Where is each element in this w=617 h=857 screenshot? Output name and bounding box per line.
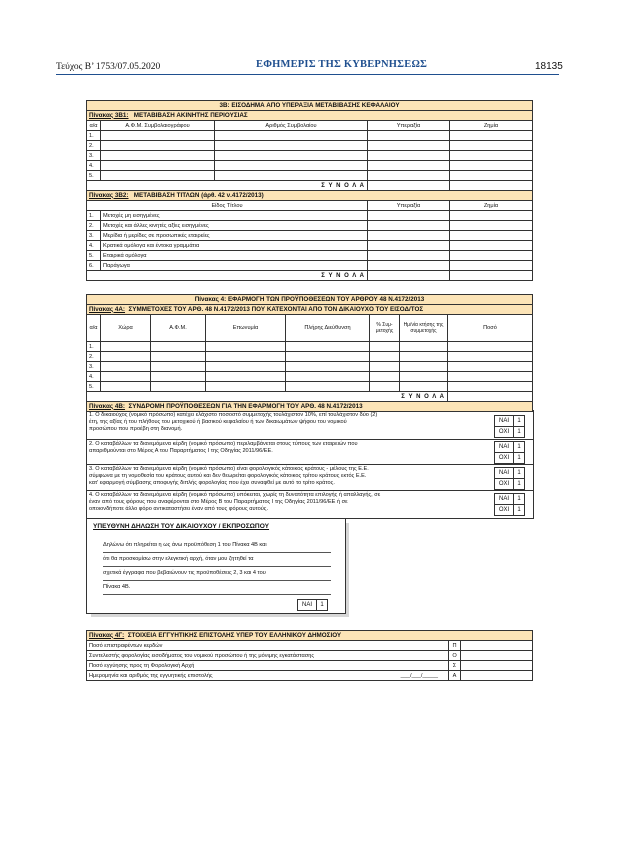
table-row	[87, 171, 533, 181]
title-type: Μετοχές μη εισηγμένες	[101, 211, 368, 221]
title-type: Κρατικά ομόλογα και έντοκα γραμμάτια	[101, 241, 368, 251]
divider	[87, 439, 533, 440]
no-checkbox[interactable]: 1	[513, 504, 525, 516]
table-4b-title: Πίνακας 4Β: ΣΥΝΔΡΟΜΗ ΠΡΟΫΠΟΘΕΣΕΩΝ ΓΙΑ ΤΗΝ ΕΦΑΡΜΟΓΗ ΤΟΥ ΑΡΘ. 48 Ν.4172/2013	[87, 402, 533, 412]
table-row: Ποσό επιστραφέντων κερδών Π	[87, 641, 533, 651]
yes-checkbox[interactable]: 1	[513, 467, 525, 479]
row-number: 3.	[87, 151, 101, 161]
condition-2: 2. Ο καταβάλλων τα διανεμόμενα κέρδη (νομικό πρόσωπο) περιλαμβάνεται στους τύπους των εταιρειών που απαριθμούνται στο Μέρος Α του Παραρτήματος Ι της Οδηγίας 2011/96/ΕΕ.	[89, 441, 358, 454]
no-checkbox[interactable]: 1	[513, 452, 525, 464]
col-header: Επωνυμία	[206, 315, 286, 342]
table-row: Ημερομηνία και αριθμός της εγγυητικής επιστολής ___/___/_____ Α	[87, 671, 533, 681]
table-4g	[86, 630, 533, 681]
table-row: 2. Μετοχές και άλλες κινητές αξίες εισηγμένες	[87, 221, 533, 231]
divider	[87, 490, 533, 491]
condition-4: 4. Ο καταβάλλων τα διανεμόμενα κέρδη (νομικό πρόσωπο) υπόκειται, χωρίς τη δυνατότητα επιλογής ή απαλλαγής, σε έναν από τους φόρους που αναφέρονται στο Μέρος Β του Παραρτήματος Ι της Οδηγίας 2011/96/ΕΕ ή σε οποιονδήποτε άλλο φόρο αντικαταστήσει έναν από τους φόρους αυτούς.	[89, 492, 381, 512]
col-header: Α.Φ.Μ. Συμβολαιογράφου	[101, 121, 215, 131]
row-label: Συντελεστής φορολογίας εισοδήματος του νομικού προσώπου ή της μόνιμης εγκατάστασης	[87, 651, 449, 661]
totals-label: Σ Υ Ν Ο Λ Α	[87, 271, 368, 281]
table-row	[87, 151, 533, 161]
table-row	[87, 131, 533, 141]
table-4b-body	[86, 410, 534, 519]
yes-label: ΝΑΙ	[494, 441, 514, 453]
table-row: Ποσό εγγύησης προς τη Φορολογική Αρχή Σ	[87, 661, 533, 671]
condition-1: 1. Ο δικαιούχος (νομικό πρόσωπο) κατέχει ελάχιστο ποσοστό συμμετοχής τουλάχιστον 10%, επί τουλάχιστον δύο (2) έτη, της αξίας ή του πλήθους του μετοχικού ή βασικού κεφαλαίου ή των δικαιωμάτων ψήφου του νομικού προσώπου που προέβη στη διανομή.	[89, 412, 378, 432]
date-field[interactable]: ___/___/_____	[400, 672, 438, 679]
section-4-title: Πίνακας 4: ΕΦΑΡΜΟΓΗ ΤΩΝ ΠΡΟΫΠΟΘΕΣΕΩΝ ΤΟΥ ΑΡΘΡΟΥ 48 Ν.4172/2013	[87, 295, 533, 305]
declaration-title: ΥΠΕΥΘΥΝΗ ΔΗΛΩΣΗ ΤΟΥ ΔΙΚΑΙΟΥΧΟΥ / ΕΚΠΡΟΣΩΠΟΥ	[93, 523, 270, 530]
declaration-box	[86, 518, 346, 614]
yes-label: ΝΑΙ	[494, 493, 514, 505]
gazette-title: ΕΦΗΜΕΡΙΣ ΤΗΣ ΚΥΒΕΡΝΗΣΕΩΣ	[256, 59, 428, 70]
col-header: Ζημία	[450, 201, 533, 211]
table-row: 6. Παράγωγα	[87, 261, 533, 271]
title-type: Μερίδια ή μερίδες σε προσωπικές εταιρείες	[101, 231, 368, 241]
row-label: Ημερομηνία και αριθμός της εγγυητικής επιστολής ___/___/_____	[87, 671, 449, 681]
col-header: Χώρα	[101, 315, 151, 342]
title-type: Εταιρικά ομόλογα	[101, 251, 368, 261]
table-4a	[86, 294, 533, 412]
table-row: 3.	[87, 362, 533, 372]
yes-checkbox[interactable]: 1	[513, 493, 525, 505]
condition-3: 3. Ο καταβάλλων τα διανεμόμενα κέρδη (νομικό πρόσωπο) είναι φορολογικός κάτοικος κράτους - μέλους της Ε.Ε. σύμφωνα με τη νομοθεσία του κράτους αυτού και δεν θεωρείται φορολογικός κάτοικος τρίτου κράτους εκτός Ε.Ε. κατ' εφαρμογή σύμβασης αποφυγής διπλής φορολογίας που έχει συναφθεί με αυτό το τρίτο κράτος.	[89, 466, 369, 486]
table-row: 3. Μερίδια ή μερίδες σε προσωπικές εταιρείες	[87, 231, 533, 241]
table-row: 5.	[87, 382, 533, 392]
col-header: Ημ/νία κτήσης της συμμετοχής	[400, 315, 448, 342]
no-checkbox[interactable]: 1	[513, 426, 525, 438]
totals-label: Σ Υ Ν Ο Λ Α	[87, 181, 368, 191]
table-4a-title: Πίνακας 4Α: ΣΥΜΜΕΤΟΧΕΣ ΤΟΥ ΑΡΘ. 48 Ν.4172/2013 ΠΟΥ ΚΑΤΕΧΟΝΤΑΙ ΑΠΟ ΤΟΝ ΔΙΚΑΙΟΥΧΟ ΤΟΥ ΕΙΣΟΔ/ΤΟΣ	[87, 305, 533, 315]
col-header: Α.Φ.Μ.	[151, 315, 206, 342]
col-header: Είδος Τίτλου	[87, 201, 368, 211]
col-header: Αριθμός Συμβολαίου	[215, 121, 368, 131]
yes-label: ΝΑΙ	[494, 415, 514, 427]
table-row: Συντελεστής φορολογίας εισοδήματος του νομικού προσώπου ή της μόνιμης εγκατάστασης Ο	[87, 651, 533, 661]
divider	[87, 464, 533, 465]
totals-label: Σ Υ Ν Ο Λ Α	[87, 392, 448, 402]
col-header: α/α	[87, 315, 101, 342]
title-type: Παράγωγα	[101, 261, 368, 271]
no-label: ΟΧΙ	[494, 452, 514, 464]
yes-checkbox[interactable]: 1	[513, 441, 525, 453]
table-4g-title: Πίνακας 4Γ: ΣΤΟΙΧΕΙΑ ΕΓΓΥΗΤΙΚΗΣ ΕΠΙΣΤΟΛΗΣ ΥΠΕΡ ΤΟΥ ΕΛΛΗΝΙΚΟΥ ΔΗΜΟΣΙΟΥ	[87, 631, 533, 641]
table-row	[87, 141, 533, 151]
yes-checkbox[interactable]: 1	[513, 415, 525, 427]
col-header: % Συμ-μετοχής	[370, 315, 400, 342]
page-number: 18135	[535, 61, 563, 72]
table-row: 2.	[87, 352, 533, 362]
table-3b2-title: Πίνακας 3Β2: ΜΕΤΑΒΙΒΑΣΗ ΤΙΤΛΩΝ (άρθ. 42 ν.4172/2013)	[87, 191, 533, 201]
table-3b	[86, 100, 533, 281]
row-label: Ποσό εγγύησης προς τη Φορολογική Αρχή	[87, 661, 449, 671]
table-row: 1. Μετοχές μη εισηγμένες	[87, 211, 533, 221]
row-number: 2.	[87, 141, 101, 151]
title-type: Μετοχές και άλλες κινητές αξίες εισηγμένες	[101, 221, 368, 231]
row-number: 4.	[87, 161, 101, 171]
col-header: Πλήρης Διεύθυνση	[286, 315, 370, 342]
no-checkbox[interactable]: 1	[513, 478, 525, 490]
declaration-checkbox[interactable]: 1	[316, 599, 328, 611]
table-row: 4. Κρατικά ομόλογα και έντοκα γραμμάτια	[87, 241, 533, 251]
row-number: 1.	[87, 131, 101, 141]
col-header: Υπεραξία	[368, 121, 450, 131]
table-row	[87, 161, 533, 171]
no-label: ΟΧΙ	[494, 504, 514, 516]
col-header: α/α	[87, 121, 101, 131]
yes-label: ΝΑΙ	[494, 467, 514, 479]
declaration-text: Δηλώνω ότι πληρείται η ως άνω προϋπόθεση 1 του Πίνακα 4Β και ότι θα προσκομίσω στην ελεγκτική αρχή, όταν μου ζητηθεί τα σχετικά έγγραφα που βεβαιώνουν τις προϋποθέσεις 2, 3 και 4 του Πίνακα 4Β.	[103, 539, 331, 595]
table-3b1-title: Πίνακας 3Β1: ΜΕΤΑΒΙΒΑΣΗ ΑΚΙΝΗΤΗΣ ΠΕΡΙΟΥΣΙΑΣ	[87, 111, 533, 121]
table-row: 4.	[87, 372, 533, 382]
col-header: Ζημία	[450, 121, 533, 131]
col-header: Ποσό	[448, 315, 533, 342]
yes-label: ΝΑΙ	[297, 599, 317, 611]
row-label: Ποσό επιστραφέντων κερδών	[87, 641, 449, 651]
row-number: 5.	[87, 171, 101, 181]
issue-reference: Τεύχος Β’ 1753/07.05.2020	[56, 62, 161, 72]
col-header: Υπεραξία	[368, 201, 450, 211]
header-rule	[56, 74, 559, 75]
table-row: 1.	[87, 342, 533, 352]
section-3b-title: 3Β: ΕΙΣΟΔΗΜΑ ΑΠΟ ΥΠΕΡΑΞΙΑ ΜΕΤΑΒΙΒΑΣΗΣ ΚΕΦΑΛΑΙΟΥ	[87, 101, 533, 111]
no-label: ΟΧΙ	[494, 426, 514, 438]
table-row: 5. Εταιρικά ομόλογα	[87, 251, 533, 261]
no-label: ΟΧΙ	[494, 478, 514, 490]
